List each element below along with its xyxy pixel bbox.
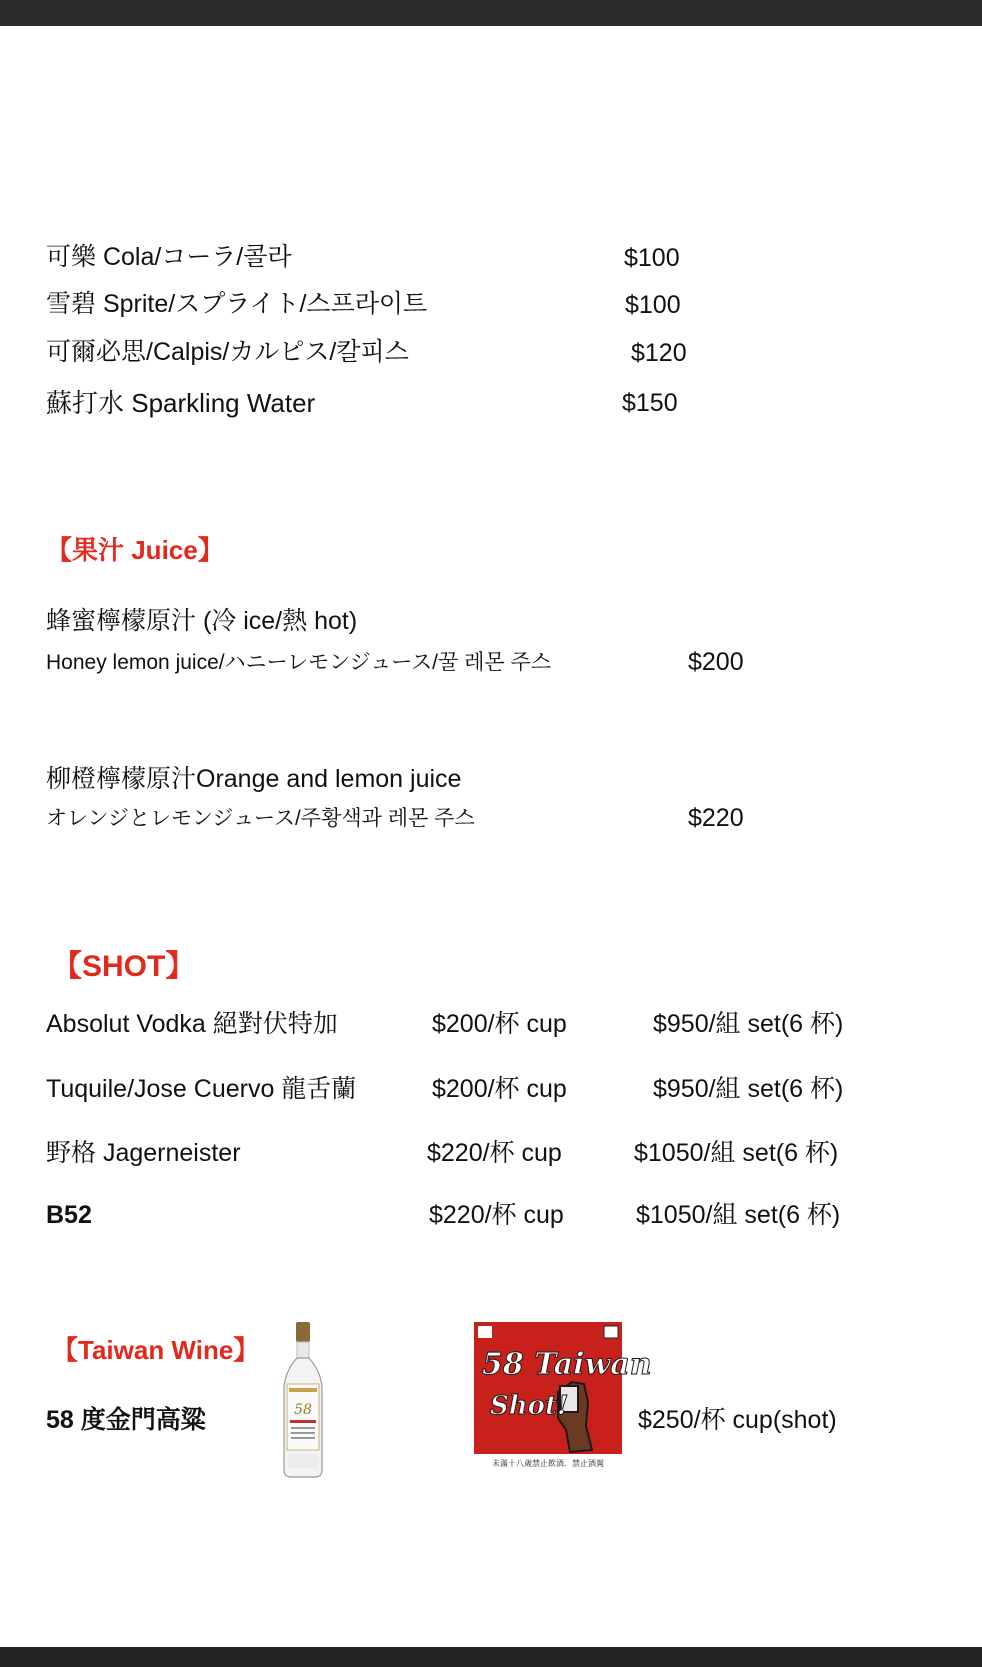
shot-item-jagermeister: 野格 Jagerneister	[46, 1139, 241, 1167]
shot-set-price-vodka: $950/組 set(6 杯)	[653, 1010, 844, 1038]
poster-title-line2: Shot!	[490, 1391, 569, 1421]
taiwan-shot-poster-image	[474, 1322, 652, 1470]
bottle-label-58: 58	[294, 1402, 312, 1418]
menu-item-calpis: 可爾必思/Calpis/カルピス/칼피스	[46, 338, 409, 366]
shot-heading: 【SHOT】	[52, 950, 196, 983]
shot-cup-price-b52: $220/杯 cup	[429, 1201, 564, 1229]
shot-cup-price-jagermeister: $220/杯 cup	[427, 1139, 562, 1167]
price-calpis: $120	[631, 339, 687, 367]
shot-set-price-tequila: $950/組 set(6 杯)	[653, 1075, 844, 1103]
kaoliang-bottle-image	[280, 1322, 326, 1478]
price-orange-lemon: $220	[688, 804, 744, 832]
taiwan-wine-heading: 【Taiwan Wine】	[52, 1335, 260, 1365]
price-sprite: $100	[625, 291, 681, 319]
shot-item-tequila: Tuquile/Jose Cuervo 龍舌蘭	[46, 1075, 357, 1103]
shot-set-price-jagermeister: $1050/組 set(6 杯)	[634, 1139, 839, 1167]
price-cola: $100	[624, 244, 680, 272]
shot-item-vodka: Absolut Vodka 絕對伏特加	[46, 1010, 338, 1038]
menu-item-sparkling-water: 蘇打水 Sparkling Water	[46, 388, 316, 418]
juice-item-honey-lemon-title: 蜂蜜檸檬原汁 (冷 ice/熱 hot)	[46, 607, 358, 635]
juice-heading: 【果汁 Juice】	[46, 535, 224, 565]
menu-item-cola: 可樂 Cola/コーラ/콜라	[46, 243, 292, 271]
juice-item-orange-lemon-subtitle: オレンジとレモンジュース/주황색과 레몬 주스	[46, 807, 475, 830]
taiwan-wine-item-kinmen-kaoliang: 58 度金門高粱	[46, 1406, 206, 1434]
bottom-border-bar	[0, 1647, 982, 1667]
price-taiwan-wine: $250/杯 cup(shot)	[638, 1406, 837, 1434]
shot-set-price-b52: $1050/組 set(6 杯)	[636, 1201, 841, 1229]
price-honey-lemon: $200	[688, 648, 744, 676]
poster-title-line1: 58 Taiwan	[482, 1347, 652, 1382]
top-border-bar	[0, 0, 982, 26]
poster-footer-warning: 未滿十八歲禁止飲酒．禁止酒駕	[492, 1459, 604, 1468]
shot-item-b52: B52	[46, 1201, 92, 1229]
juice-item-orange-lemon-title: 柳橙檸檬原汁Orange and lemon juice	[46, 765, 462, 793]
juice-item-honey-lemon-subtitle: Honey lemon juice/ハニーレモンジュース/꿀 레몬 주스	[46, 651, 552, 674]
menu-item-sprite: 雪碧 Sprite/スプライト/스프라이트	[46, 290, 428, 318]
shot-cup-price-tequila: $200/杯 cup	[432, 1075, 567, 1103]
shot-cup-price-vodka: $200/杯 cup	[432, 1010, 567, 1038]
price-sparkling-water: $150	[622, 389, 678, 417]
